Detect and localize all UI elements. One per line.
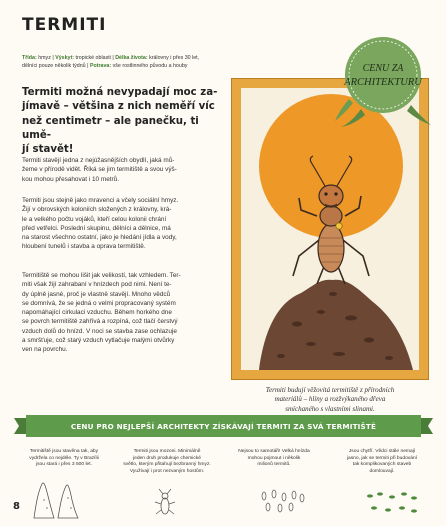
page-title: TERMITI	[22, 15, 107, 35]
text-line: dy úplně jasné, proč je vlastně stavějí. Mnoho vědců	[22, 290, 171, 298]
medal-icon	[336, 223, 342, 229]
builders-sketch-icon	[362, 486, 422, 518]
badge-circle	[345, 37, 421, 113]
fact-line: tak komplikovaných staveb	[352, 462, 412, 468]
text-line: Termitiště se mohou lišit jak velikostí, tak vzhledem. Ter-	[22, 272, 181, 279]
fact-line: milionů termitů.	[257, 462, 291, 468]
lead-line: Termiti možná nevypadají moc za-	[22, 87, 218, 98]
meta-class-label: Třída:	[22, 55, 37, 61]
page-number: 8	[13, 501, 20, 512]
text-line: kou mohou přesahovat i 10 metrů.	[22, 175, 119, 183]
caption-line: materiálů – hlíny a rozžvýkaného dřeva	[274, 395, 386, 404]
termite-abdomen	[318, 224, 344, 272]
text-line: le a velkého počtu vojáků, kteří celou kolonii chrání	[22, 215, 167, 223]
text-line: na starost všechno ostatní, jako je hledání jídla a vody,	[22, 234, 177, 242]
fact-line: Nejsou to samotáři! Velká hnízda	[238, 449, 310, 454]
meta-habitat-label: Výskyt:	[55, 55, 75, 61]
termite-sketch-icon	[150, 488, 180, 518]
fact-line: Termitiště jsou stavěna tak, aby	[29, 449, 99, 454]
meta-habitat-value: tropické oblasti	[75, 55, 111, 61]
banner-text: CENU PRO NEJLEPŠÍ ARCHITEKTY ZÍSKÁVAJÍ TERMITI ZA SVÁ TERMITIŠTĚ	[70, 421, 377, 431]
lead-line: jímavě – většina z nich neměří víc	[22, 101, 215, 113]
text-line: vzduch dolů do hnízd. V noci se stavba zase ochlazuje	[22, 327, 177, 335]
text-line: se domnívá, že se jedná o velmi propracovaný systém	[22, 299, 176, 307]
text-line: hloubení tunelů i stavba a oprava termitiště.	[22, 243, 146, 251]
badge-leaf	[335, 99, 353, 121]
badge-line2: ARCHITEKTURU	[344, 77, 422, 88]
meta-line-2: dělníci pouze několik týdnů | Potrava: vše rostlinného původu a houby	[22, 62, 188, 69]
text-line: ven na povrchu.	[22, 346, 68, 354]
lead-line: než centimetr – ale panečku, ti umě-	[22, 115, 199, 141]
mound-sketch-icon	[28, 474, 88, 520]
species-meta	[22, 55, 218, 70]
lead-paragraph	[22, 86, 218, 157]
meta-food-value: vše rostlinného původu a houby	[112, 62, 188, 69]
fact-line: vydržela co nejdéle. Ty v Brazílii	[29, 455, 99, 461]
body-paragraph-2	[22, 196, 218, 252]
text-line: před vetřelci. Poslední skupinu, dělníci a dělnice, má	[22, 224, 171, 232]
termite-head	[319, 185, 343, 207]
fact-line: jsou stará i přes 3 500 let.	[35, 462, 92, 468]
fact-line: Jsou chytří. Vědci stále nemají	[348, 449, 416, 454]
text-line: se povrch termitiště zahřívá a rozpíná, což tlačí čerstvý	[22, 318, 178, 326]
lead-line: jí stavět!	[22, 144, 74, 156]
body-paragraph-3	[22, 271, 218, 355]
meta-lifespan-label: Délka života:	[115, 55, 148, 61]
fact-line: Využívají i prot nezvaným hostům.	[129, 468, 205, 474]
meta-workers-lifespan: dělníci pouze několik týdnů	[22, 62, 86, 69]
fact-line: domlouvají.	[369, 468, 395, 474]
meta-lifespan-value: královny i přes 30 let,	[149, 55, 200, 61]
fact-2	[121, 449, 213, 475]
caption-line: smíchaného s vlastními slinami.	[285, 404, 375, 413]
fact-1	[20, 449, 108, 469]
body-paragraph-1	[22, 156, 218, 184]
text-line: Termiti stavějí jedna z nejúžasnějších obydlí, jaká mů-	[22, 157, 175, 164]
text-line: žeme v přírodě vidět. Říká se jim termitiště a svou výš-	[22, 166, 177, 174]
badge-line1: CENU ZA	[362, 63, 404, 74]
meta-class-value: hmyz	[38, 55, 51, 61]
meta-line-1: Třída: hmyz | Výskyt: tropické oblasti | Délka života: královny i přes 30 let,	[22, 55, 200, 61]
termites-group-sketch-icon	[258, 488, 308, 514]
text-line: Termiti jsou stejně jako mravenci a včely sociální hmyz.	[22, 197, 179, 204]
badge-leaf	[407, 105, 431, 125]
fact-line: jeden druh produkuje chemické	[133, 455, 201, 461]
caption-line: Termiti budují věžovitá termitiště z přírodních	[265, 386, 395, 394]
award-badge	[331, 29, 435, 133]
termite-eye	[324, 192, 327, 195]
fact-3	[228, 449, 320, 469]
text-line: napomáhající cirkulaci vzduchu. Během horkého dne	[22, 309, 172, 317]
illustration-caption	[245, 386, 415, 414]
termite-eye	[334, 192, 337, 195]
fact-line: světlo, kterým přitahují bezbranný hmyz.	[123, 462, 211, 468]
text-line: miti však žijí zahrabaní v hnízdech pod nimi. Není te-	[22, 281, 172, 289]
meta-food-label: Potrava:	[89, 62, 112, 69]
text-line: a smršťuje, což starý vzduch vytlačuje malými otvůrky	[22, 337, 175, 345]
fact-line: mohou pojmout i několik	[247, 455, 301, 461]
fact-line: jasno, jak se termiti při budování	[346, 455, 418, 461]
text-line: Žijí v obrovských koloniích složených z královny, krá-	[22, 206, 172, 214]
fact-4	[334, 449, 430, 475]
fact-line: Termiti jsou mozoni. Minimálně	[133, 449, 201, 454]
